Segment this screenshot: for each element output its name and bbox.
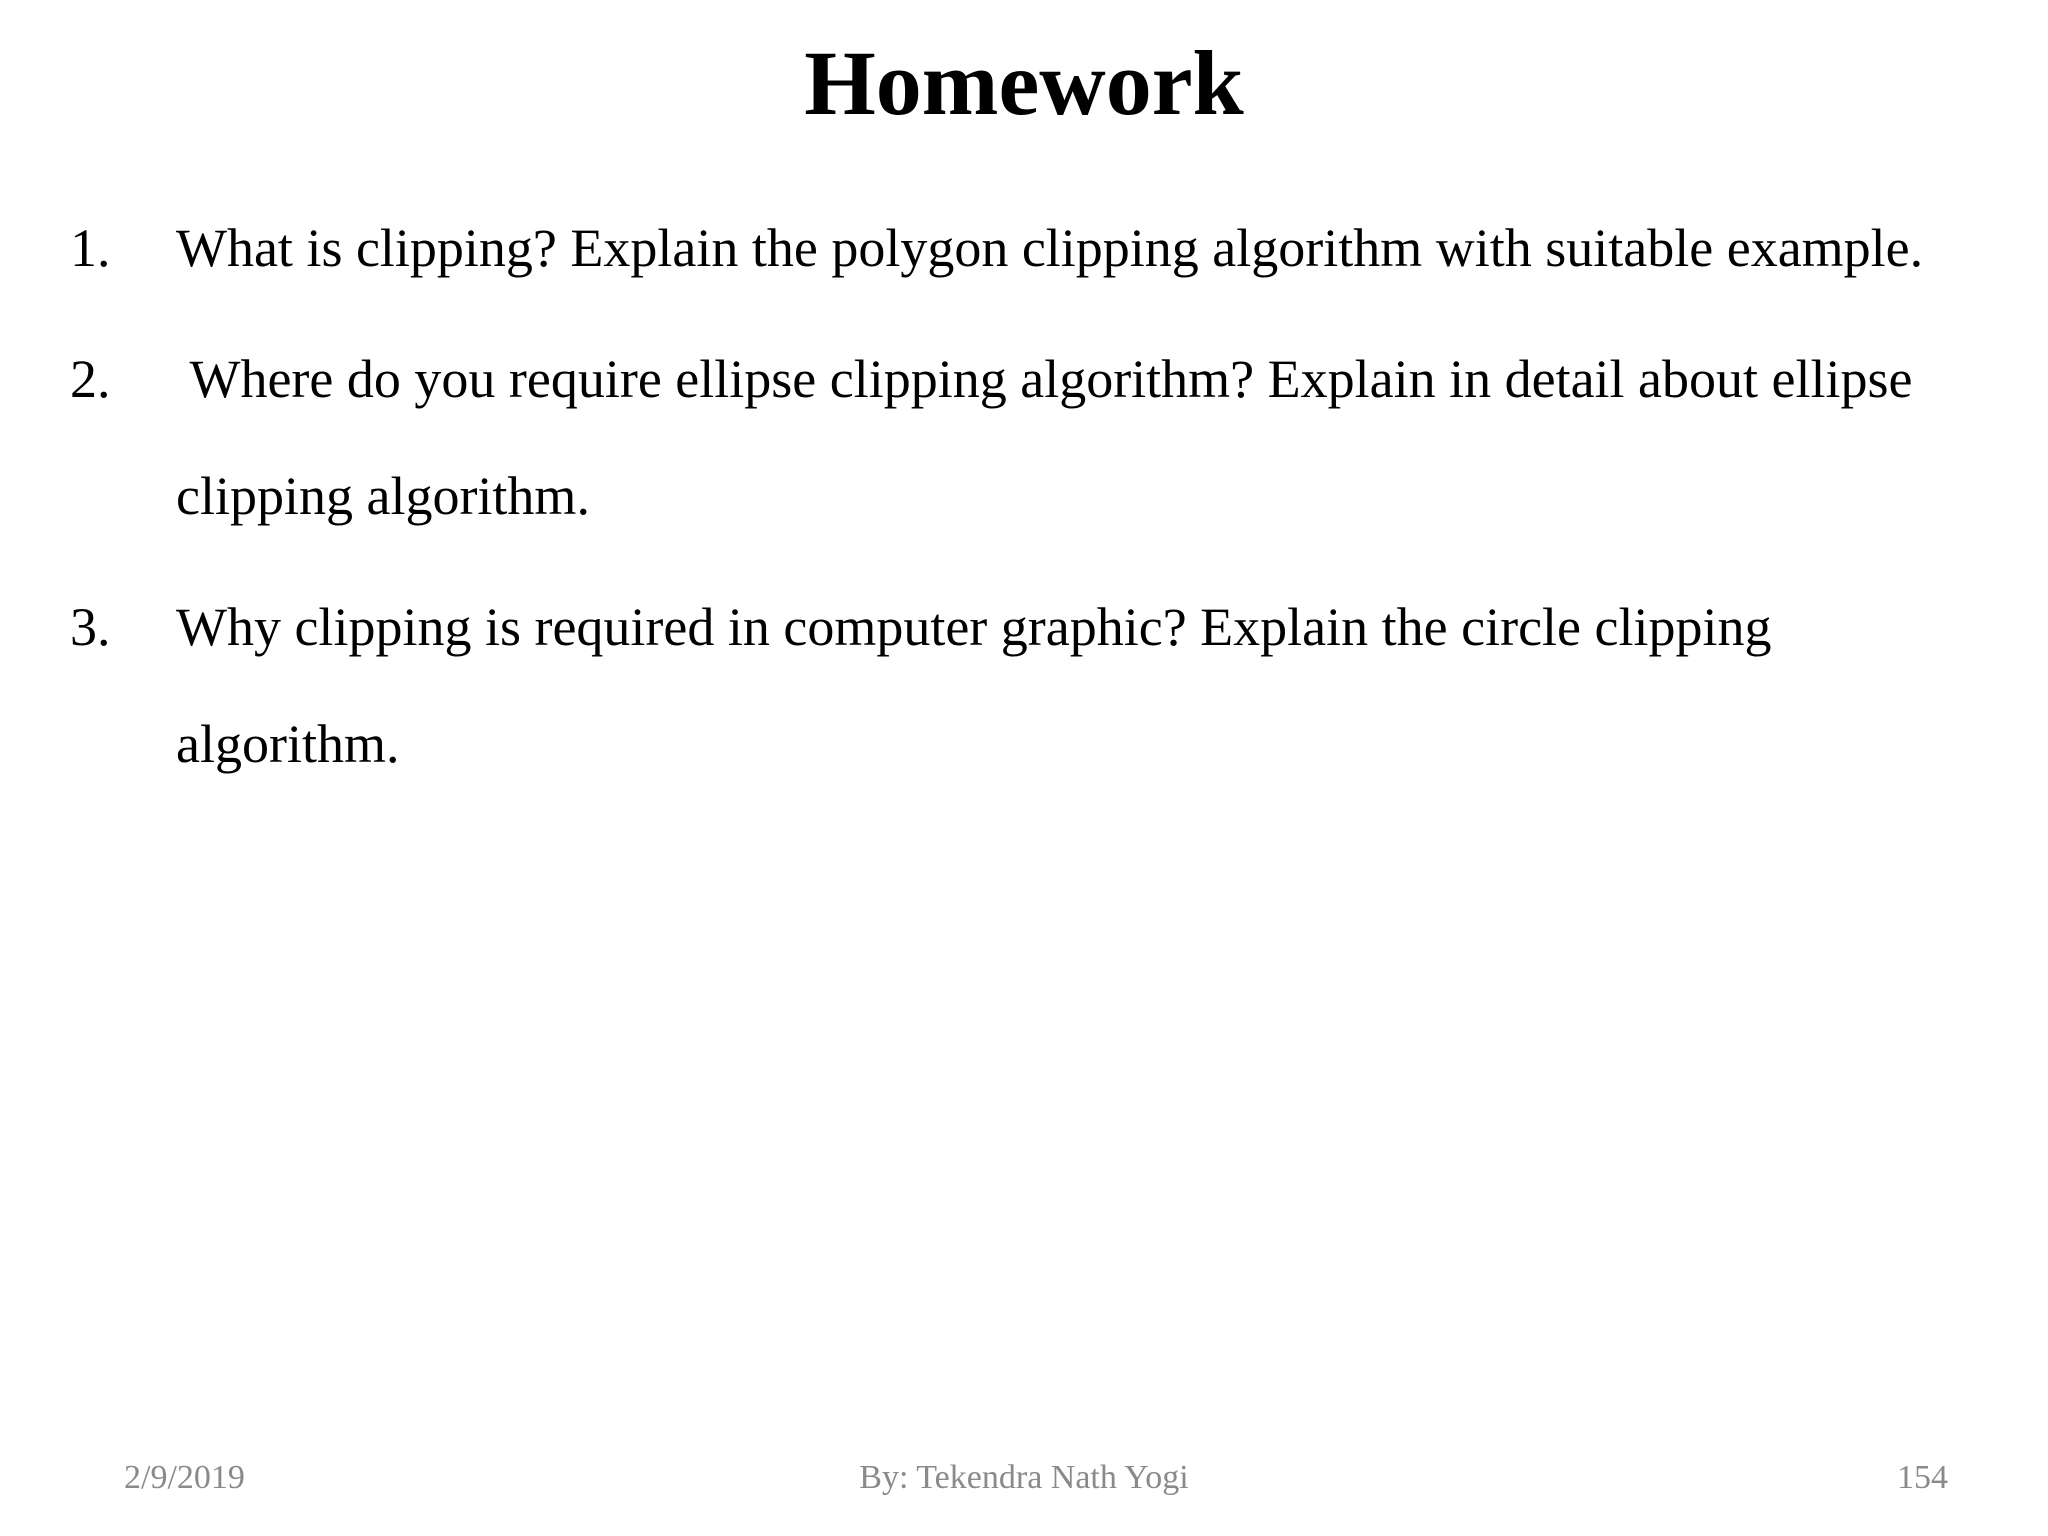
- list-item: [70, 569, 1970, 803]
- list-item-number: 2.: [70, 349, 111, 409]
- list-item-text: Why clipping is required in computer graphic? Explain the circle clipping algorithm.: [176, 597, 1772, 774]
- footer-date: 2/9/2019: [124, 1459, 245, 1496]
- footer-page-number: 154: [1897, 1459, 1948, 1496]
- list-item: [70, 321, 1970, 555]
- slide-title: Homework: [804, 32, 1244, 134]
- list-item: [70, 190, 1970, 307]
- list-item-number: 3.: [70, 597, 111, 657]
- list-item-number: 1.: [70, 218, 111, 278]
- list-item-text: Where do you require ellipse clipping algorithm? Explain in detail about ellipse clipping algorithm.: [176, 349, 1926, 526]
- list-item-text: What is clipping? Explain the polygon clipping algorithm with suitable example.: [176, 218, 1924, 278]
- footer-author: By: Tekendra Nath Yogi: [859, 1459, 1189, 1496]
- homework-list: [70, 190, 1970, 817]
